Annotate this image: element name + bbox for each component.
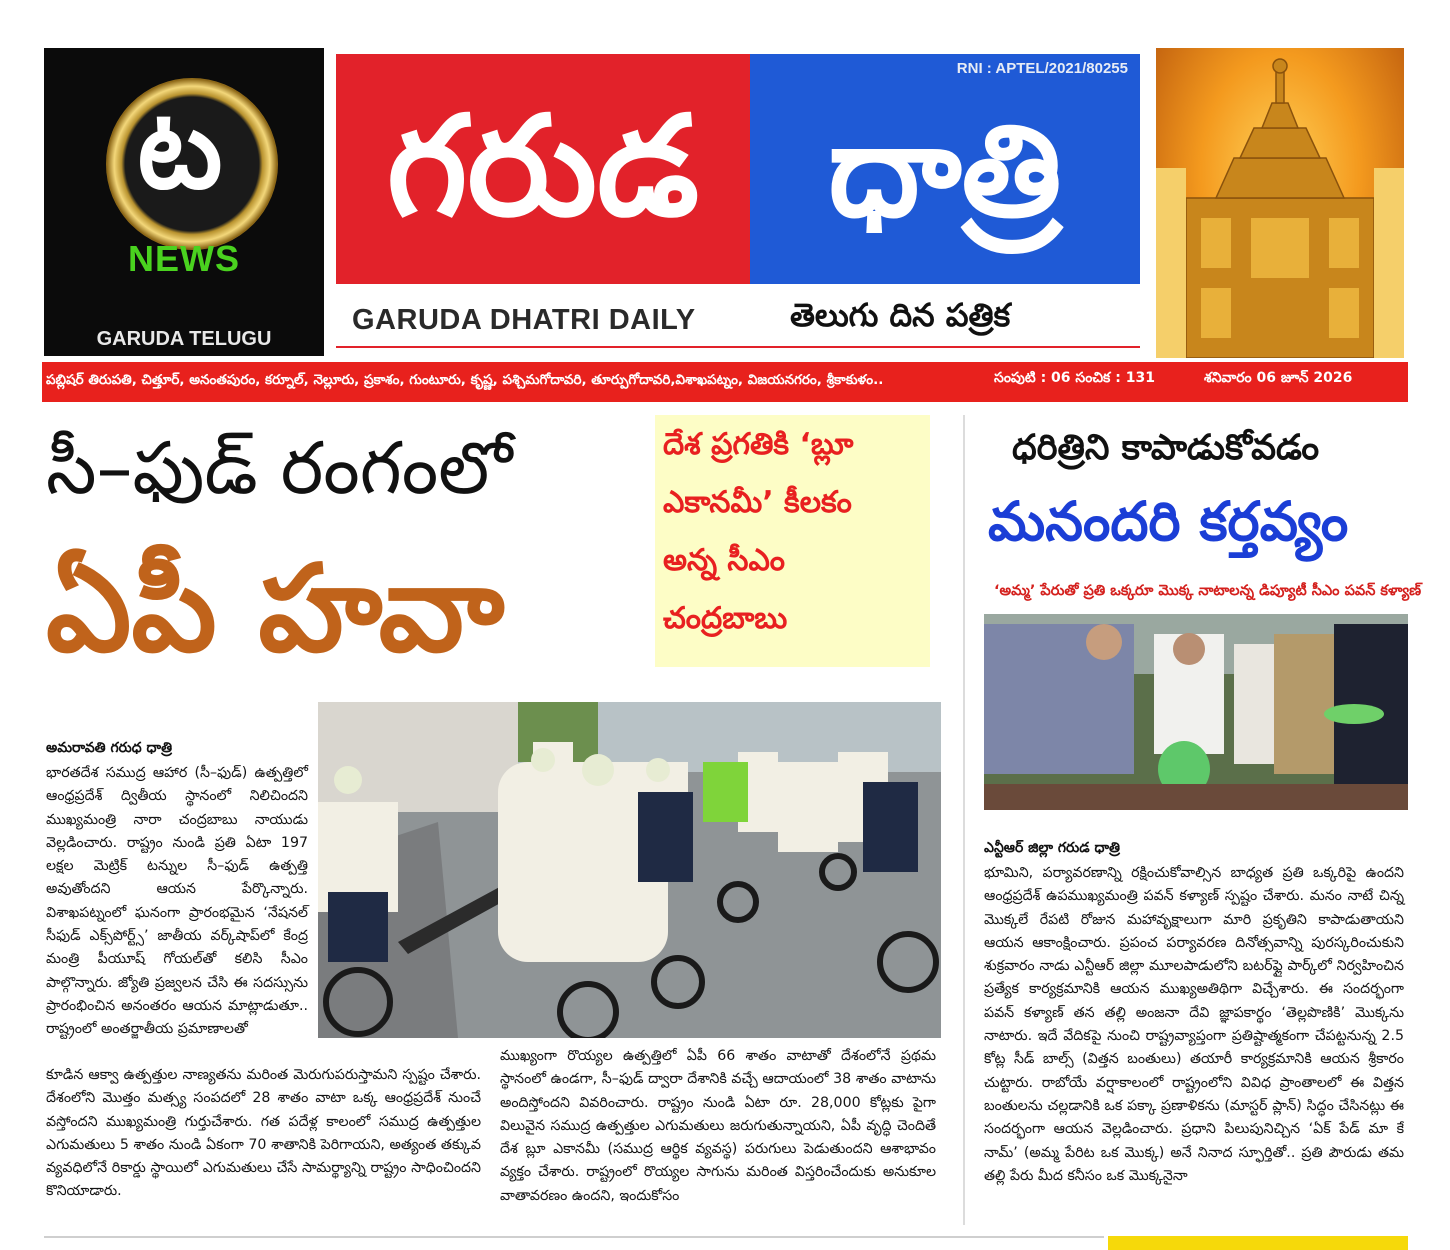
bottom-yellow-strip [1108, 1236, 1408, 1250]
logo-news-label: NEWS [128, 238, 240, 279]
bottom-rule [44, 1236, 1104, 1238]
masthead-title-right: ధాత్రి [828, 97, 1062, 246]
lead-body-column-1: భారతదేశ సముద్ర ఆహార (సీ–ఫుడ్) ఉత్పత్తిలో ఆంధ్రప్రదేశ్ ద్వితీయ స్థానంలో నిలిచిందని ముఖ్యమంత్రి నారా చంద్రబాబు నాయుడు వెల్లడించారు. రాష్ట్రం నుండి ప్రతి ఏటా 197 లక్షల మెట్రిక్ టన్నుల సీ–ఫుడ్ ఉత్పత్తి అవుతోందని ఆయన పేర్కొన్నారు. విశాఖపట్నంలో ఘనంగా ప్రారంభమైన ‘నేషనల్ సీఫుడ్ ఎక్స్‌పోర్ట్స్’ జాతీయ వర్క్‌షాప్‌లో కేంద్ర మంత్రి పీయూష్ గోయల్‌తో కలిసి సీఎం పాల్గొన్నారు. జ్యోతి ప్రజ్వలన చేసి ఈ సదస్సును ప్రారంభించిన అనంతరం ఆయన మాట్లాడుతూ.. రాష్ట్రంలో అంతర్జాతీయ ప్రమాణాలతో [46, 765, 308, 1038]
masthead-subtitle-english: GARUDA DHATRI DAILY [352, 304, 696, 336]
masthead-title-left: గరుడ [386, 86, 700, 247]
lead-body-column-3: ముఖ్యంగా రొయ్యల ఉత్పత్తిలో ఏపీ 66 శాతం వాటాతో దేశంలోనే ప్రథమ స్థానంలో ఉండగా, సీ–ఫుడ్ ద్వారా దేశానికి వచ్చే ఆదాయంలో 38 శాతం వాటాను అందిస్తోందని వివరించారు. రాష్ట్రం నుండి ఏటా రూ. 28,000 కోట్లకు పైగా విలువైన సముద్ర ఉత్పత్తుల ఎగుమతులు జరుగుతున్నాయని, ఏపీ వృద్ధి చెందితే దేశ బ్లూ ఎకానమీ (సముద్ర ఆర్థిక వ్యవస్థ) పరుగులు పెడుతుందని ఆశాభావం వ్యక్తం చేశారు. రాష్ట్రంలో రొయ్యల సాగును మరింత విస్తరించేందుకు అనుకూల వాతావరణం ఉందని, ఇందుకోసం [500, 1048, 936, 1204]
lead-headline-line2: ఏపీ హవా [46, 540, 505, 679]
temple-image [1156, 48, 1404, 358]
right-dateline: ఎన్టీఆర్ జిల్లా గరుడ ధాత్రి [984, 840, 1120, 856]
lead-dateline: అమరావతి గరుధ ధాత్రి [46, 740, 173, 756]
right-body-column: భూమిని, పర్యావరణాన్ని రక్షించుకోవాల్సిన బాధ్యత ప్రతి ఒక్కరిపై ఉందని ఆంధ్రప్రదేశ్ ఉపముఖ్యమంత్రి పవన్ కళ్యాణ్ స్పష్టం చేశారు. మనం నాటే చిన్న మొక్కలే రేపటి రోజున మహావృక్షాలుగా మారి ప్రకృతిని కాపాడుతాయని ఆయన ఆకాంక్షించారు. ప్రపంచ పర్యావరణ దినోత్సవాన్ని పురస్కరించుకుని శుక్రవారం నాడు ఎన్టీఆర్ జిల్లా మూలపాడులోని బటర్‌ఫ్లై పార్క్‌లో నిర్వహించిన ప్రత్యేక కార్యక్రమానికి ఆయన ముఖ్యఅతిథిగా విచ్చేశారు. ఈ సందర్భంగా పవన్ కళ్యాణ్ తన తల్లి అంజనా దేవి జ్ఞాపకార్థం ‘తెల్లపొణికి’ మొక్కను నాటారు. ఇదే వేదికపై నుంచి రాష్ట్రవ్యాప్తంగా ప్రతిష్టాత్మకంగా చేపట్టనున్న 2.5 కోట్ల సీడ్ బాల్స్ (విత్తన బంతులు) తయారీ కార్యక్రమానికి ఆయన శ్రీకారం చుట్టారు. రాబోయే వర్షాకాలంలో రాష్ట్రంలోని వివిధ ప్రాంతాలలో ఈ విత్తన బంతులను చల్లడానికి ఒక పక్కా ప్రణాళికను (మాస్టర్ ప్లాన్) సిద్ధం చేసినట్లు ఈ సందర్భంగా ఆయన వెల్లడించారు. ప్రధాని పిలుపునిచ్చిన ‘ఏక్ పేడ్ మా కే నామ్’ (అమ్మ పేరిట ఒక మొక్క) అనే నినాద స్ఫూర్తితో.. ప్రతి పౌరుడు తమ తల్లి పేరు మీద కనీసం ఒక మొక్కనైనా [984, 865, 1404, 1184]
tree-planting-photo [984, 614, 1408, 810]
issue-number: సంపుటి : 06 సంచిక : 131 [994, 370, 1155, 386]
column-divider [963, 415, 965, 1225]
side-highlight-line: చంద్రబాబు [663, 601, 788, 636]
logo-letter: ట [137, 85, 223, 213]
lead-headline-line1: సీ–ఫుడ్ రంగంలో [46, 426, 513, 510]
channel-logo [44, 48, 324, 356]
masthead-title-left-block [336, 54, 750, 284]
side-highlight-line: అన్న సీఎం [663, 543, 786, 578]
lead-side-highlight [655, 415, 930, 667]
logo-caption: GARUDA TELUGU [96, 328, 272, 350]
edition-districts: పబ్లిషర్ తిరుపతి, చిత్తూర్, అనంతపురం, కర్నూల్, నెల్లూరు, ప్రకాశం, గుంటూరు, కృష్ణ, పశ్చిమగోదావరి, తూర్పుగోదావరి,విశాఖపట్నం, విజయనగరం, శ్రీకాకుళం.. [46, 372, 884, 388]
rni-number: RNI : APTEL/2021/80255 [956, 60, 1128, 77]
lead-body-column-2: కూడిన ఆక్వా ఉత్పత్తుల నాణ్యతను మరింత మెరుగుపరుస్తామని స్పష్టం చేశారు. దేశంలోని మొత్తం మత్స్య సంపదలో 28 శాతం వాటా ఒక్క ఆంధ్రప్రదేశ్ నుంచే వస్తోందని ముఖ్యమంత్రి గుర్తుచేశారు. గత పదేళ్ల కాలంలో సముద్ర ఉత్పత్తుల ఎగుమతులు 5 శాతం నుండి ఏకంగా 70 శాతానికి పెరిగాయని, అత్యంత తక్కువ వ్యవధిలోనే రికార్డు స్థాయిలో ఎగుమతులు చేసే సామర్థ్యాన్ని రాష్ట్రం సాధించిందని కొనియాడారు. [46, 1067, 481, 1200]
masthead-title-right-block [750, 54, 1140, 284]
temple-gopuram-icon [1156, 48, 1404, 358]
right-subheadline: ‘అమ్మ’ పేరుతో ప్రతి ఒక్కరూ మొక్క నాటాలన్న డిప్యూటీ సీఎం పవన్ కళ్యాణ్ [994, 583, 1422, 599]
masthead-rule [336, 346, 1140, 348]
cyclists-photo-icon [318, 702, 941, 1038]
issue-date: శనివారం 06 జూన్ 2026 [1204, 370, 1353, 386]
planting-photo-icon [984, 614, 1408, 810]
masthead-subtitle-telugu: తెలుగు దిన పత్రిక [790, 296, 1011, 334]
side-highlight-line: దేశ ప్రగతికి ‘బ్లూ [663, 427, 854, 462]
side-highlight-line: ఎకానమీ’ కీలకం [663, 485, 852, 520]
right-headline-line2: మనందరి కర్తవ్యం [988, 490, 1349, 553]
right-headline-line1: ధరిత్రిని కాపాడుకోవడం [1012, 428, 1320, 468]
cycling-rally-photo [318, 702, 941, 1038]
